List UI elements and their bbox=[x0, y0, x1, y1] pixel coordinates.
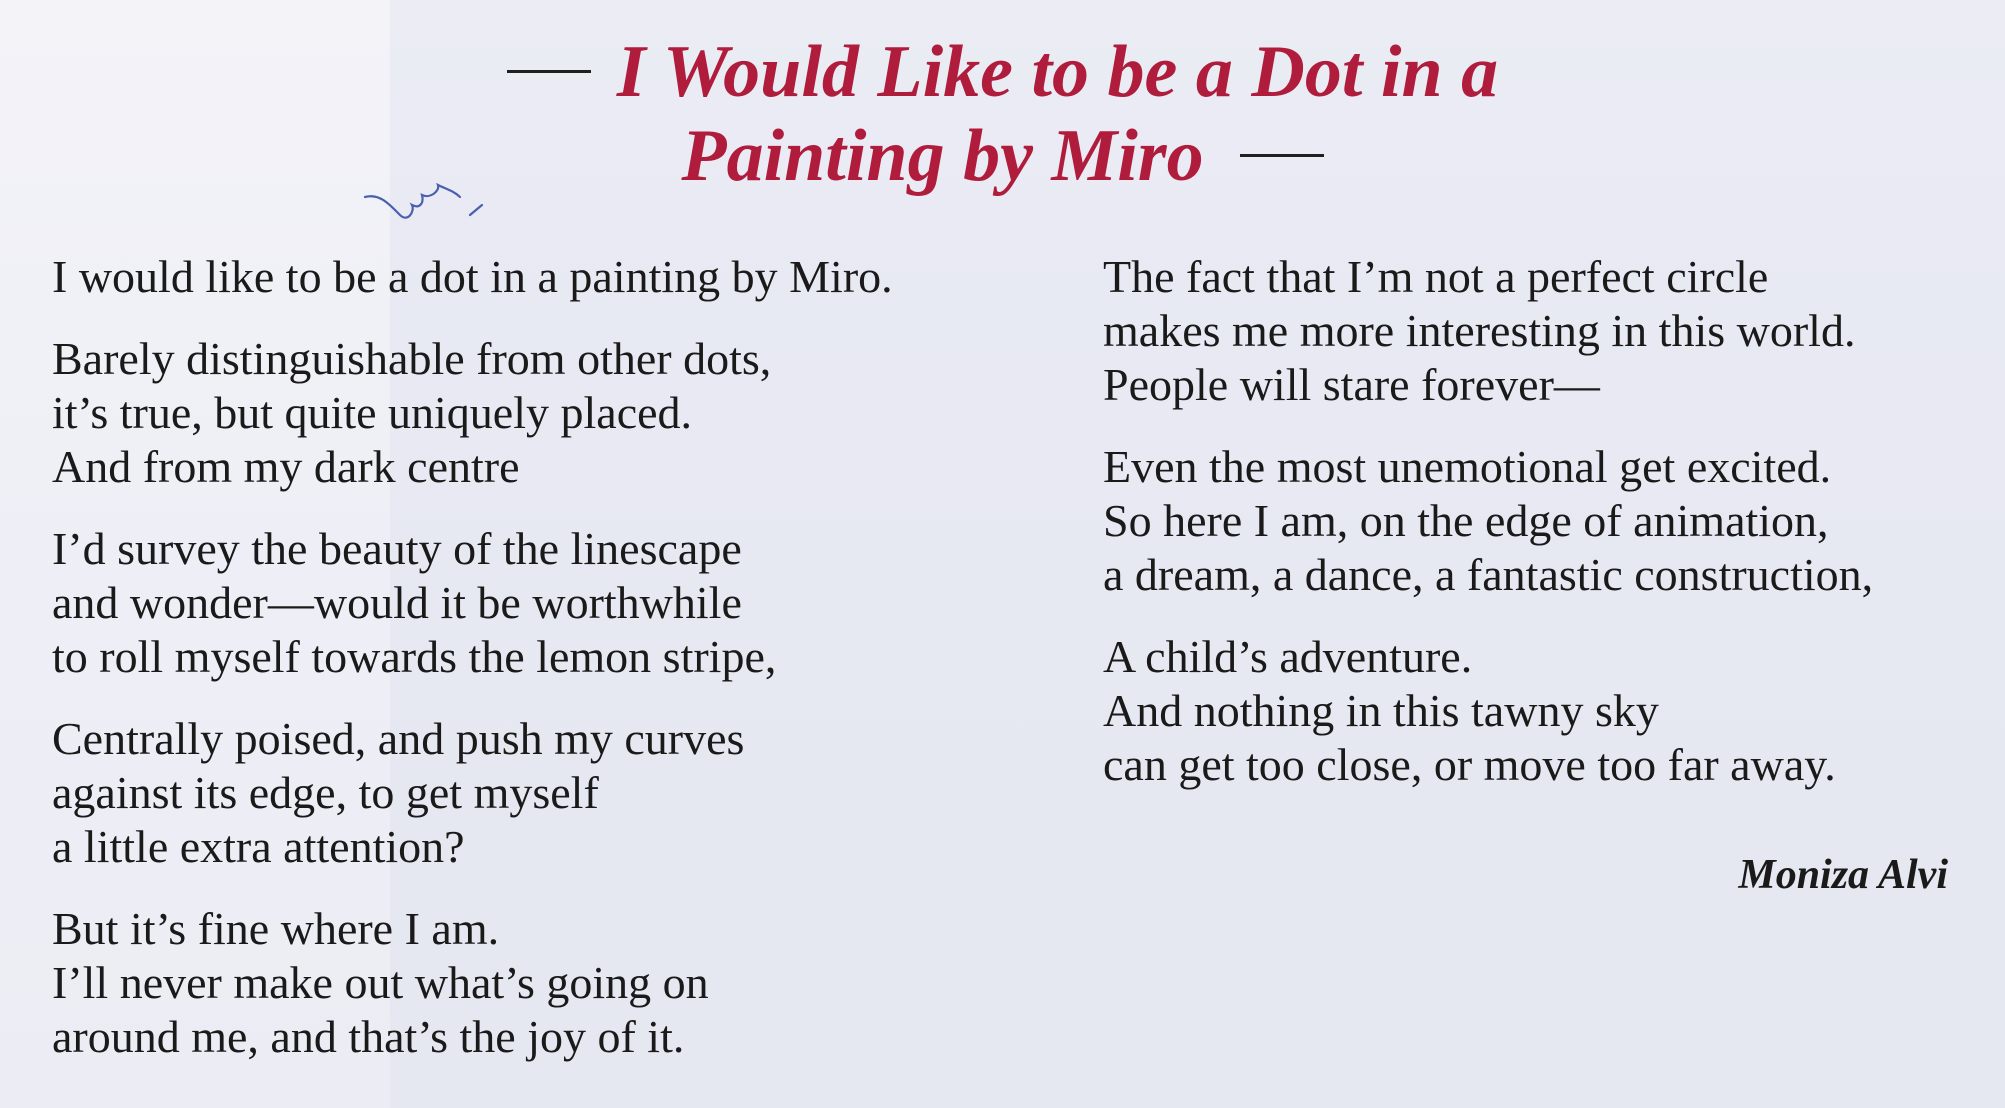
poem-stanza bbox=[1103, 440, 1983, 602]
poem-line: a little extra attention? bbox=[52, 821, 465, 872]
poem-title-line-1 bbox=[0, 28, 2005, 116]
poem-title-text-2: Painting by Miro bbox=[681, 115, 1204, 197]
poem-left-column bbox=[52, 250, 1012, 1092]
poem-stanza bbox=[1103, 250, 1983, 412]
poem-stanza bbox=[52, 250, 1012, 304]
poem-line: against its edge, to get myself bbox=[52, 767, 599, 818]
title-dash-left bbox=[507, 70, 591, 73]
poem-line: it’s true, but quite uniquely placed. bbox=[52, 387, 693, 438]
poem-author: Moniza Alvi bbox=[1738, 852, 1948, 898]
poem-stanza bbox=[52, 902, 1012, 1064]
poem-line: I’ll never make out what’s going on bbox=[52, 957, 709, 1008]
poem-title-line-2 bbox=[0, 112, 2005, 200]
poem-line: And nothing in this tawny sky bbox=[1103, 685, 1659, 736]
poem-line: around me, and that’s the joy of it. bbox=[52, 1011, 685, 1062]
poem-line: So here I am, on the edge of animation, bbox=[1103, 495, 1829, 546]
poem-line: can get too close, or move too far away. bbox=[1103, 739, 1836, 790]
poem-line: Even the most unemotional get excited. bbox=[1103, 441, 1832, 492]
poem-line: A child’s adventure. bbox=[1103, 631, 1473, 682]
poem-line: and wonder—would it be worthwhile bbox=[52, 577, 742, 628]
poem-line: Barely distinguishable from other dots, bbox=[52, 333, 772, 384]
poem-right-column bbox=[1103, 250, 1983, 820]
poem-line: I would like to be a dot in a painting by Miro. bbox=[52, 251, 893, 302]
poem-stanza bbox=[52, 712, 1012, 874]
poem-line: But it’s fine where I am. bbox=[52, 903, 500, 954]
pen-mark-scribble bbox=[360, 175, 530, 245]
poem-line: People will stare forever— bbox=[1103, 359, 1600, 410]
poem-line: makes me more interesting in this world. bbox=[1103, 305, 1856, 356]
poem-stanza bbox=[52, 332, 1012, 494]
poem-line: Centrally poised, and push my curves bbox=[52, 713, 745, 764]
poem-title-text-1: I Would Like to be a Dot in a bbox=[616, 31, 1499, 113]
poem-line: I’d survey the beauty of the linescape bbox=[52, 523, 742, 574]
poem-line: The fact that I’m not a perfect circle bbox=[1103, 251, 1769, 302]
poem-stanza bbox=[52, 522, 1012, 684]
poem-line: to roll myself towards the lemon stripe, bbox=[52, 631, 777, 682]
title-dash-right bbox=[1240, 154, 1324, 157]
poem-stanza bbox=[1103, 630, 1983, 792]
poem-line: a dream, a dance, a fantastic construction, bbox=[1103, 549, 1874, 600]
poem-line: And from my dark centre bbox=[52, 441, 520, 492]
